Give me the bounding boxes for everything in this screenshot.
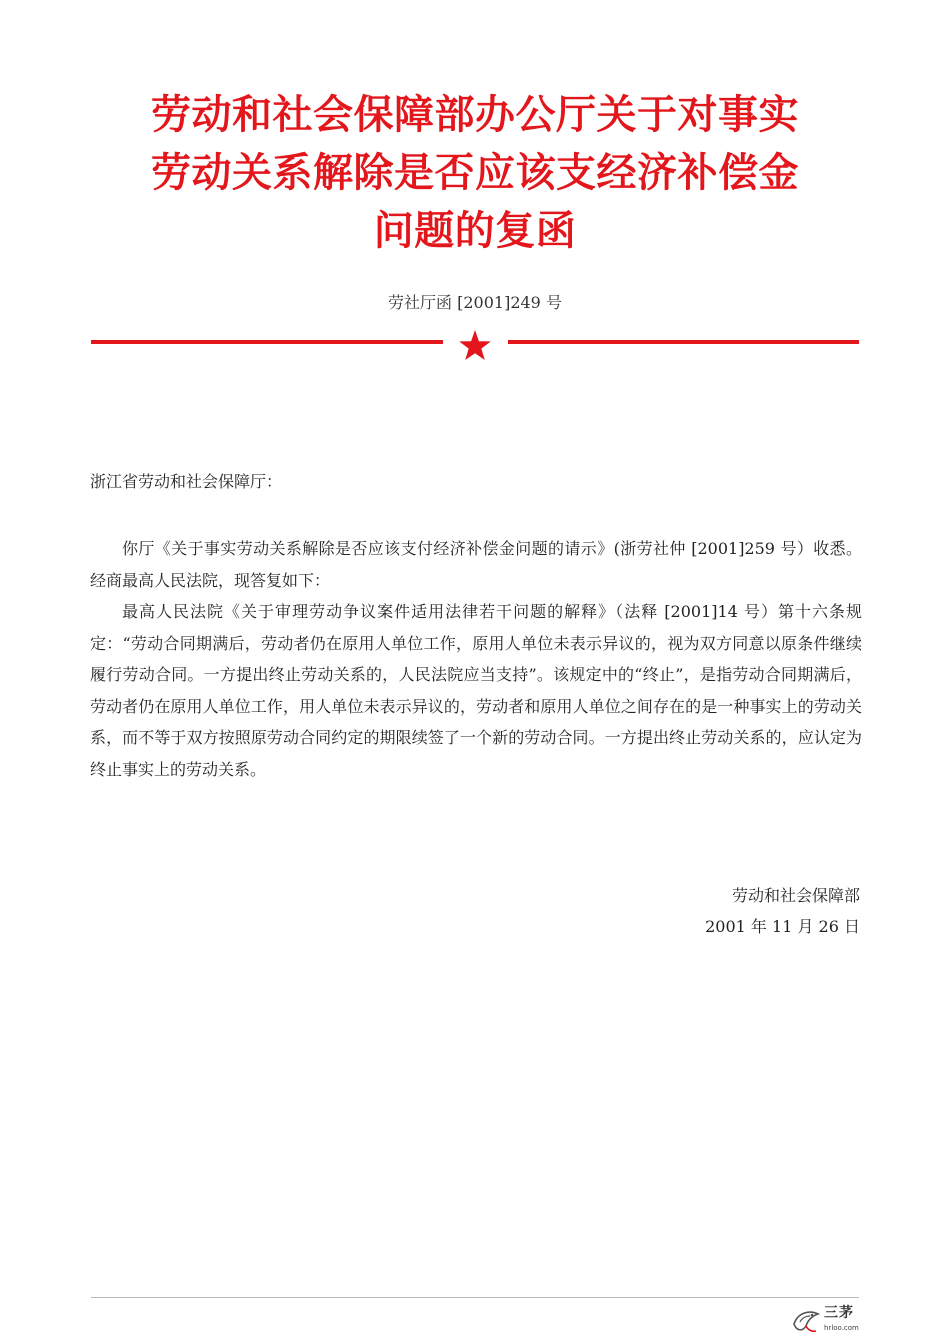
watermark-brand: 三茅	[824, 1305, 854, 1321]
letter-body	[90, 533, 862, 785]
header-rule-right	[508, 340, 859, 344]
title-line-2: 劳动关系解除是否应该支经济补偿金	[151, 150, 799, 196]
signature-block	[705, 880, 860, 942]
signature-date: 2001 年 11 月 26 日	[705, 917, 860, 936]
footer-rule	[91, 1297, 859, 1298]
document-number: 劳社厅函 [2001]249 号	[388, 293, 562, 312]
salutation: 浙江省劳动和社会保障厅：	[90, 472, 283, 491]
signature-organization: 劳动和社会保障部	[731, 886, 860, 905]
star-icon	[458, 329, 492, 361]
title-line-3: 问题的复函	[373, 208, 577, 254]
header-rule-left	[91, 340, 443, 344]
title-line-1: 劳动和社会保障部办公厅关于对事实	[151, 92, 799, 138]
watermark	[790, 1302, 870, 1340]
watermark-domain: hrloo.com	[824, 1324, 859, 1332]
body-paragraph-2: 最高人民法院《关于审理劳动争议案件适用法律若干问题的解释》（法释 [2001]14 号）第十六条规定：“劳动合同期满后，劳动者仍在原用人单位工作，原用人单位未表示异议的，视为双方同意以原条件继续履行劳动合同。一方提出终止劳动关系的，人民法院应当支持”。该规定中的“终止”，是指劳动合同期满后，劳动者仍在原用人单位工作，用人单位未表示异议的，劳动者和原用人单位之间存在的是一种事实上的劳动关系，而不等于双方按照原劳动合同约定的期限续签了一个新的劳动合同。一方提出终止劳动关系的，应认定为终止事实上的劳动关系。	[90, 602, 862, 779]
body-paragraph-1: 你厅《关于事实劳动关系解除是否应该支付经济补偿金问题的请示》(浙劳社仲 [2001]259 号）收悉。经商最高人民法院，现答复如下：	[90, 539, 862, 590]
bird-logo-icon	[790, 1304, 822, 1338]
document-title	[80, 86, 870, 260]
